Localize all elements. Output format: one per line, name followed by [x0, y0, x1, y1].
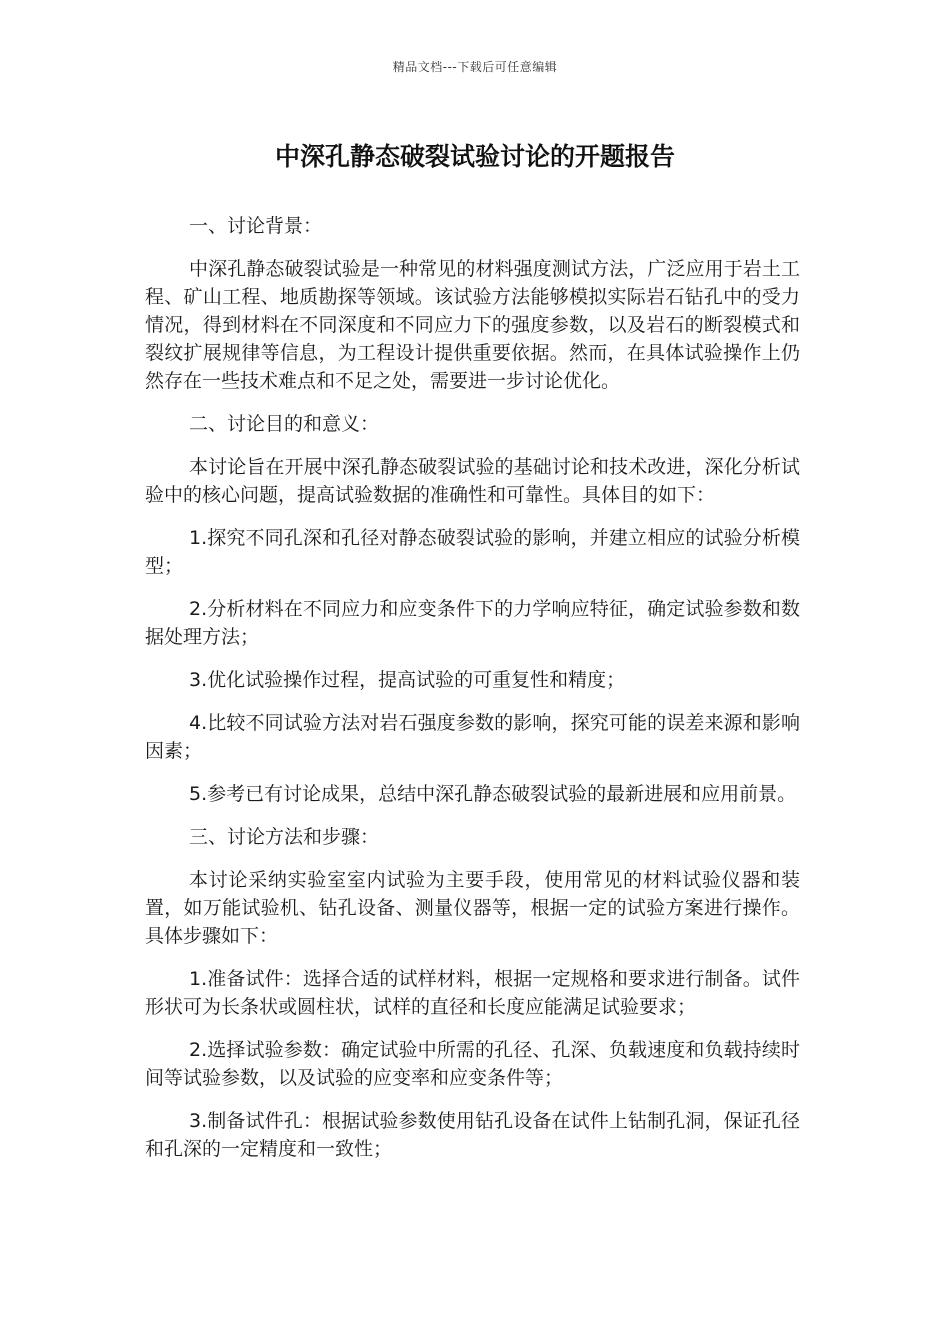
purpose-item-1: 1.探究不同孔深和孔径对静态破裂试验的影响，并建立相应的试验分析模型；	[145, 527, 800, 577]
paragraph-purpose: 本讨论旨在开展中深孔静态破裂试验的基础讨论和技术改进，深化分析试验中的核心问题，提高试验数据的准确性和可靠性。具体目的如下：	[145, 456, 800, 506]
section-heading-purpose: 二、讨论目的和意义：	[189, 413, 380, 435]
paragraph-methods: 本讨论采纳实验室室内试验为主要手段，使用常见的材料试验仪器和装置，如万能试验机、钻孔设备、测量仪器等，根据一定的试验方案进行操作。具体步骤如下：	[145, 869, 800, 947]
section-heading-background: 一、讨论背景：	[189, 215, 323, 237]
section-heading-methods: 三、讨论方法和步骤：	[189, 826, 380, 848]
purpose-item-3: 3.优化试验操作过程，提高试验的可重复性和精度；	[189, 669, 626, 691]
header-note: 精品文档---下载后可任意编辑	[392, 60, 558, 74]
purpose-item-2: 2.分析材料在不同应力和应变条件下的力学响应特征，确定试验参数和数据处理方法；	[145, 598, 800, 648]
paragraph-background: 中深孔静态破裂试验是一种常见的材料强度测试方法，广泛应用于岩土工程、矿山工程、地质勘探等领域。该试验方法能够模拟实际岩石钻孔中的受力情况，得到材料在不同深度和不同应力下的强度参数，以及岩石的断裂模式和裂纹扩展规律等信息，为工程设计提供重要依据。然而，在具体试验操作上仍然存在一些技术难点和不足之处，需要进一步讨论优化。	[145, 258, 800, 392]
document-title: 中深孔静态破裂试验讨论的开题报告	[274, 142, 675, 171]
purpose-item-5: 5.参考已有讨论成果，总结中深孔静态破裂试验的最新进展和应用前景。	[189, 783, 797, 805]
document-body	[145, 212, 800, 1178]
method-step-3: 3.制备试件孔：根据试验参数使用钻孔设备在试件上钻制孔洞，保证孔径和孔深的一定精度和一致性；	[145, 1110, 800, 1160]
method-step-2: 2.选择试验参数：确定试验中所需的孔径、孔深、负载速度和负载持续时间等试验参数，以及试验的应变率和应变条件等；	[145, 1039, 800, 1089]
purpose-item-4: 4.比较不同试验方法对岩石强度参数的影响，探究可能的误差来源和影响因素；	[145, 712, 800, 762]
method-step-1: 1.准备试件：选择合适的试样材料，根据一定规格和要求进行制备。试件形状可为长条状或圆柱状，试样的直径和长度应能满足试验要求；	[145, 968, 800, 1018]
